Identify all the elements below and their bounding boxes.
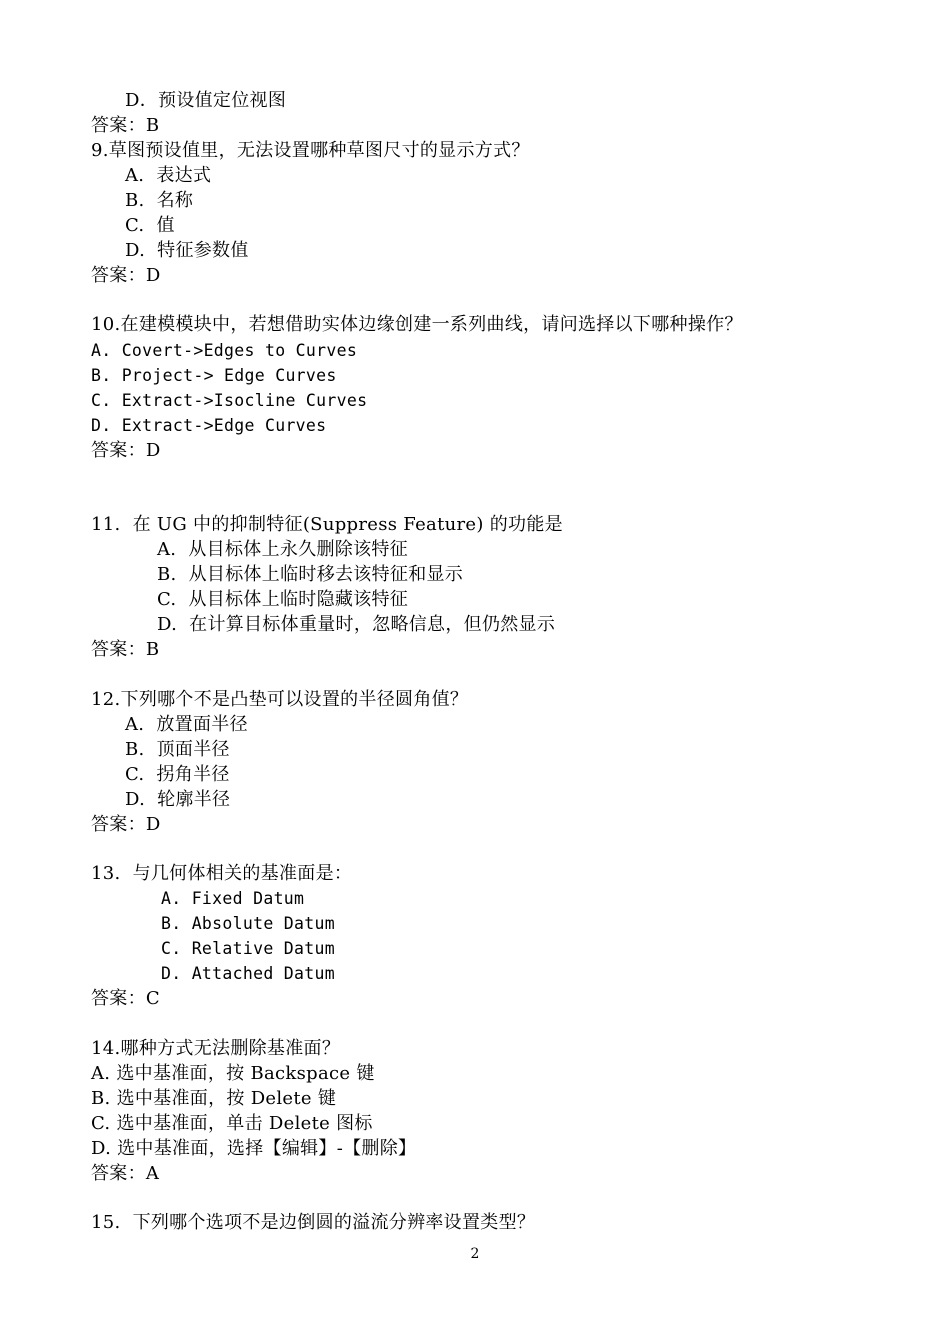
answer: 答案：D xyxy=(91,814,161,835)
option-a: A. 放置面半径 xyxy=(125,714,248,735)
question-10: 10.在建模模块中，若想借助实体边缘创建一系列曲线，请问选择以下哪种操作？ xyxy=(91,314,743,335)
answer: 答案：B xyxy=(91,115,160,136)
option-a: A. 从目标体上永久删除该特征 xyxy=(157,539,408,560)
page-number: 2 xyxy=(470,1246,480,1262)
option-d: D. Attached Datum xyxy=(161,964,335,983)
option-d: D. Extract->Edge Curves xyxy=(91,416,327,435)
option-b: B. 名称 xyxy=(125,190,194,211)
option-c: C. 从目标体上临时隐藏该特征 xyxy=(157,589,409,610)
question-11: 11. 在 UG 中的抑制特征(Suppress Feature) 的功能是 xyxy=(91,514,563,535)
question-14: 14.哪种方式无法删除基准面？ xyxy=(91,1038,341,1059)
option-b: B. Absolute Datum xyxy=(161,914,335,933)
option-a: A. 选中基准面，按 Backspace 键 xyxy=(91,1063,375,1084)
question-13: 13. 与几何体相关的基准面是： xyxy=(91,863,353,884)
option-d: D. 轮廓半径 xyxy=(125,789,231,810)
option-a: A. Fixed Datum xyxy=(161,889,305,908)
answer: 答案：D xyxy=(91,265,161,286)
option-c: C. 值 xyxy=(125,215,175,236)
option-a: A. Covert->Edges to Curves xyxy=(91,341,358,360)
option-d: D. 特征参数值 xyxy=(125,240,249,261)
option-c: C. Relative Datum xyxy=(161,939,335,958)
question-9: 9.草图预设值里，无法设置哪种草图尺寸的显示方式？ xyxy=(91,140,530,161)
question-15: 15. 下列哪个选项不是边倒圆的溢流分辨率设置类型？ xyxy=(91,1212,536,1233)
option-d: D．预设值定位视图 xyxy=(125,90,287,111)
option-c: C. Extract->Isocline Curves xyxy=(91,391,368,410)
option-b: B. 选中基准面，按 Delete 键 xyxy=(91,1088,337,1109)
option-b: B. Project-> Edge Curves xyxy=(91,366,337,385)
option-a: A. 表达式 xyxy=(125,165,212,186)
option-b: B. 从目标体上临时移去该特征和显示 xyxy=(157,564,464,585)
question-12: 12.下列哪个不是凸垫可以设置的半径圆角值？ xyxy=(91,689,469,710)
option-b: B. 顶面半径 xyxy=(125,739,230,760)
answer: 答案：B xyxy=(91,639,160,660)
option-d: D. 选中基准面，选择【编辑】-【删除】 xyxy=(91,1138,417,1159)
answer: 答案：A xyxy=(91,1163,160,1184)
answer: 答案：D xyxy=(91,440,161,461)
answer: 答案：C xyxy=(91,988,160,1009)
option-c: C. 选中基准面，单击 Delete 图标 xyxy=(91,1113,373,1134)
option-d: D. 在计算目标体重量时，忽略信息，但仍然显示 xyxy=(157,614,556,635)
option-c: C. 拐角半径 xyxy=(125,764,230,785)
